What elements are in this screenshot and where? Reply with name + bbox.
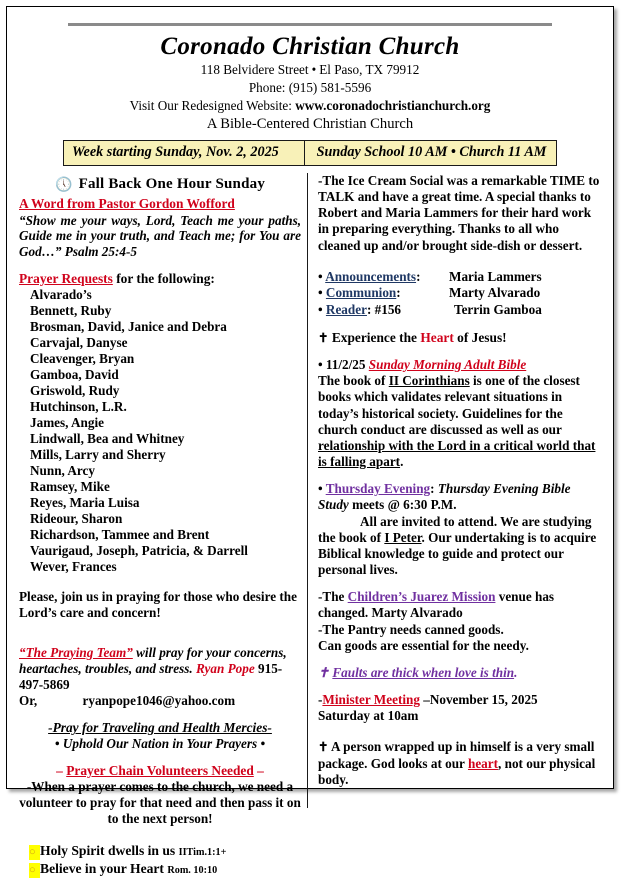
spacer: [19, 260, 301, 271]
heart-word: Heart: [420, 329, 454, 345]
sunday-bible-body: [318, 373, 603, 470]
uphold-nation-line: • Uphold Our Nation in Your Prayers •: [54, 736, 266, 752]
bullet-reference: IITim.1:1+: [178, 847, 227, 859]
banner-service-times: Sunday School 10 AM • Church 11 AM: [305, 141, 556, 165]
sunday-body-underlined: relationship with the Lord in a critical world that is falling apart: [318, 437, 596, 470]
bullet-icon: •: [318, 302, 323, 318]
list-item: Ramsey, Mike: [30, 479, 110, 495]
cross-icon: ✝: [318, 330, 329, 345]
table-row: [318, 269, 603, 286]
spacer: [19, 634, 301, 645]
sunday-date: • 11/2/25: [318, 356, 366, 372]
role-person-cell: Maria Lammers: [449, 268, 542, 284]
list-item: [19, 842, 301, 860]
spacer: [318, 654, 603, 665]
spacer: [318, 319, 603, 330]
list-item: Bennett, Ruby: [30, 302, 112, 318]
role-label-cell: [318, 302, 449, 319]
role-person-cell: Marty Alvarado: [449, 285, 541, 301]
praying-team-block: [19, 645, 301, 693]
prayer-requests-suffix: for the following:: [112, 270, 215, 286]
list-item: [19, 860, 301, 878]
juarez-mission-label: Children’s Juarez Mission: [347, 589, 496, 605]
bullet-text: Believe in your Heart: [40, 861, 164, 877]
bulletin-page: [6, 6, 614, 877]
list-item: Cleavenger, Bryan: [30, 350, 135, 366]
address-separator: •: [311, 62, 317, 77]
list-item: James, Angie: [30, 415, 104, 430]
prayer-request-name-list: [19, 287, 301, 576]
list-item: Reyes, Maria Luisa: [30, 495, 140, 511]
sunday-body-part-3: .: [400, 454, 404, 470]
role-name: Announcements: [325, 268, 417, 284]
banner-week-starting: Week starting Sunday, Nov. 2, 2025: [64, 141, 305, 165]
thursday-body-part-2: . Our undertaking is to acquire Biblical knowledge to guide and protect our personal lives.: [318, 529, 597, 578]
spacer: [19, 709, 301, 720]
minister-meeting-label: Minister Meeting: [322, 691, 420, 707]
bullet-icon: •: [318, 285, 323, 301]
spacer: [318, 346, 603, 357]
faults-period: .: [514, 664, 518, 680]
sunday-bible-heading: [318, 357, 603, 373]
role-suffix: : #156: [366, 302, 402, 318]
fall-back-heading: [19, 176, 301, 194]
right-column: [308, 171, 613, 819]
website-line: [7, 97, 613, 115]
sunday-bible-title: Sunday Morning Adult Bible: [368, 356, 527, 372]
spacer: [318, 681, 603, 692]
role-name: Reader: [325, 302, 367, 318]
bullet-reference: Rom. 10:10: [167, 865, 218, 877]
list-item: Vaurigaud, Joseph, Patricia, & Darrell: [30, 543, 248, 559]
list-item: Brosman, David, Janice and Debra: [30, 318, 227, 334]
cross-icon: ✝: [318, 740, 329, 755]
minister-meeting-time: Saturday at 10am: [318, 708, 419, 724]
minister-meeting-date: –November 15, 2025: [419, 691, 538, 707]
heart-line-pre: Experience the: [328, 329, 421, 345]
list-item: Mills, Larry and Sherry: [30, 447, 166, 463]
chain-dash-right: –: [253, 763, 264, 779]
pastor-verse: “Show me your ways, Lord, Teach me your paths, Guide me in your truth, and Teach me; for You are God…” Psalm 25:4-5: [19, 212, 301, 260]
list-item: Lindwall, Bea and Whitney: [30, 431, 185, 447]
role-label-cell: [318, 269, 449, 286]
bullet-icon: •: [318, 268, 323, 284]
list-item: Hutchinson, L.R.: [30, 398, 127, 414]
city-state-zip: El Paso, TX 79912: [319, 62, 420, 77]
list-item: Richardson, Tammee and Brent: [30, 527, 210, 543]
table-row: [318, 302, 603, 319]
thursday-evening-label: Thursday Evening: [325, 481, 431, 497]
tagline: A Bible-Centered Christian Church: [206, 115, 414, 132]
circle-bullet-icon: ○: [29, 845, 40, 860]
prayer-chain-heading: [19, 763, 301, 779]
list-item: Rideour, Sharon: [30, 511, 123, 527]
faults-quote-line: [318, 665, 603, 681]
sunday-body-part-1: The book of: [318, 373, 389, 389]
sunday-book-name: II Corinthians: [388, 373, 470, 389]
week-banner: [63, 140, 557, 166]
juarez-post: venue has changed. Marty Alvarado: [318, 589, 555, 621]
closing-quote-post: , not our physical body.: [318, 755, 596, 787]
juarez-pre: -The: [318, 589, 348, 605]
prayer-chain-body: -When a prayer comes to the church, we need a volunteer to pray for that need and then pass it on to the next person!: [19, 779, 301, 827]
role-suffix: :: [396, 285, 401, 301]
pastor-word-heading: A Word from Pastor Gordon Wofford: [19, 195, 235, 211]
thursday-evening-heading: [318, 481, 603, 513]
praying-team-email-line: [19, 693, 301, 709]
closing-quote-pre: A person wrapped up in himself is a very small package. God looks at our: [318, 739, 595, 771]
website-prefix: Visit Our Redesigned Website:: [129, 97, 292, 113]
thursday-study-title: Thursday Evening Bible Study: [318, 481, 571, 513]
spacer: [318, 578, 603, 589]
spacer: [318, 254, 603, 269]
fall-back-label: Fall Back One Hour Sunday: [78, 175, 266, 192]
role-name: Communion: [325, 285, 397, 301]
chain-heading-text: Prayer Chain Volunteers Needed: [66, 763, 254, 779]
church-name: Coronado Christian Church: [160, 33, 460, 60]
website-url[interactable]: www.coronadochristianchurch.org: [295, 97, 491, 113]
spacer: [318, 470, 603, 481]
thursday-bullet-icon: •: [318, 481, 326, 497]
bulletin-columns: [7, 171, 613, 877]
prayer-closing-note: Please, join us in praying for those who desire the Lord’s care and concern!: [19, 588, 297, 620]
cross-icon: ✝: [318, 664, 330, 680]
list-item: Griswold, Rudy: [30, 382, 120, 398]
service-roles-list: [318, 269, 603, 319]
experience-heart-line: [318, 330, 603, 346]
list-item: Carvajal, Danyse: [30, 334, 128, 350]
closing-heart-word: heart: [467, 755, 499, 771]
thursday-book-name: I Peter: [384, 529, 422, 545]
address-line: [7, 61, 613, 79]
role-suffix: :: [416, 268, 421, 284]
travel-mercies-line: -Pray for Traveling and Health Mercies-: [48, 720, 272, 736]
table-row: [318, 285, 603, 302]
phone-line: Phone: (915) 581-5596: [248, 79, 372, 95]
faults-quote-text: Faults are thick when love is thin: [332, 664, 515, 680]
masthead-rule: [68, 23, 552, 26]
pantry-line-1: -The Pantry needs canned goods.: [318, 621, 504, 637]
spacer: [19, 827, 301, 842]
circle-bullet-icon: ○: [29, 863, 40, 878]
prayer-requests-label: Prayer Requests: [19, 270, 113, 286]
juarez-mission-line: [318, 589, 603, 621]
list-item: Wever, Frances: [30, 559, 117, 575]
praying-team-text: will pray for your concerns, heartaches, troubles, and stress.: [19, 644, 287, 676]
clock-icon: 🕔: [54, 177, 73, 193]
sunday-body-part-2: is one of the closest books which validates relevant situations in today’s historical society. Guidelines for the church conduct are discussed as well as our: [318, 373, 580, 437]
pantry-line-2: Can goods are essential for the needy.: [318, 637, 529, 653]
thursday-colon: :: [430, 481, 438, 497]
spacer: [318, 724, 603, 739]
praying-team-name: “The Praying Team”: [19, 644, 133, 660]
list-item: Gamboa, David: [30, 366, 119, 382]
masthead: [7, 7, 613, 134]
thursday-time: meets @ 6:30 P.M.: [348, 497, 457, 513]
praying-team-phone: 915-497-5869: [19, 660, 283, 692]
left-column: [7, 171, 307, 877]
bullet-text: Holy Spirit dwells in us: [40, 843, 176, 859]
minister-meeting-line: [318, 692, 603, 708]
praying-team-contact-name: Ryan Pope: [195, 660, 255, 676]
praying-team-email[interactable]: ryanpope1046@yahoo.com: [82, 693, 236, 709]
minister-dash: -: [318, 691, 323, 707]
list-item: Alvarado’s: [30, 286, 92, 302]
thursday-body-part-1: All are invited to attend. We are studying the book of: [318, 513, 592, 545]
praying-team-or: Or,: [19, 693, 38, 709]
heart-line-post: of Jesus!: [453, 329, 507, 345]
thursday-evening-body: [318, 514, 603, 579]
role-person-cell: Terrin Gamboa: [454, 302, 542, 318]
ice-cream-social-paragraph: -The Ice Cream Social was a remarkable TIME to TALK and have a great time. A special thanks to Robert and Maria Lammers for their hard work in preparing everything. Thanks to all who cleaned up and/or brought side-dish or dessert.: [318, 172, 600, 253]
prayer-requests-heading: [19, 271, 301, 287]
list-item: Nunn, Arcy: [30, 463, 95, 479]
closing-quote-line: [318, 739, 603, 788]
spacer: [19, 752, 301, 763]
street-address: 118 Belvidere Street: [200, 62, 309, 77]
chain-dash-left: –: [56, 763, 67, 779]
role-label-cell: [318, 285, 449, 302]
